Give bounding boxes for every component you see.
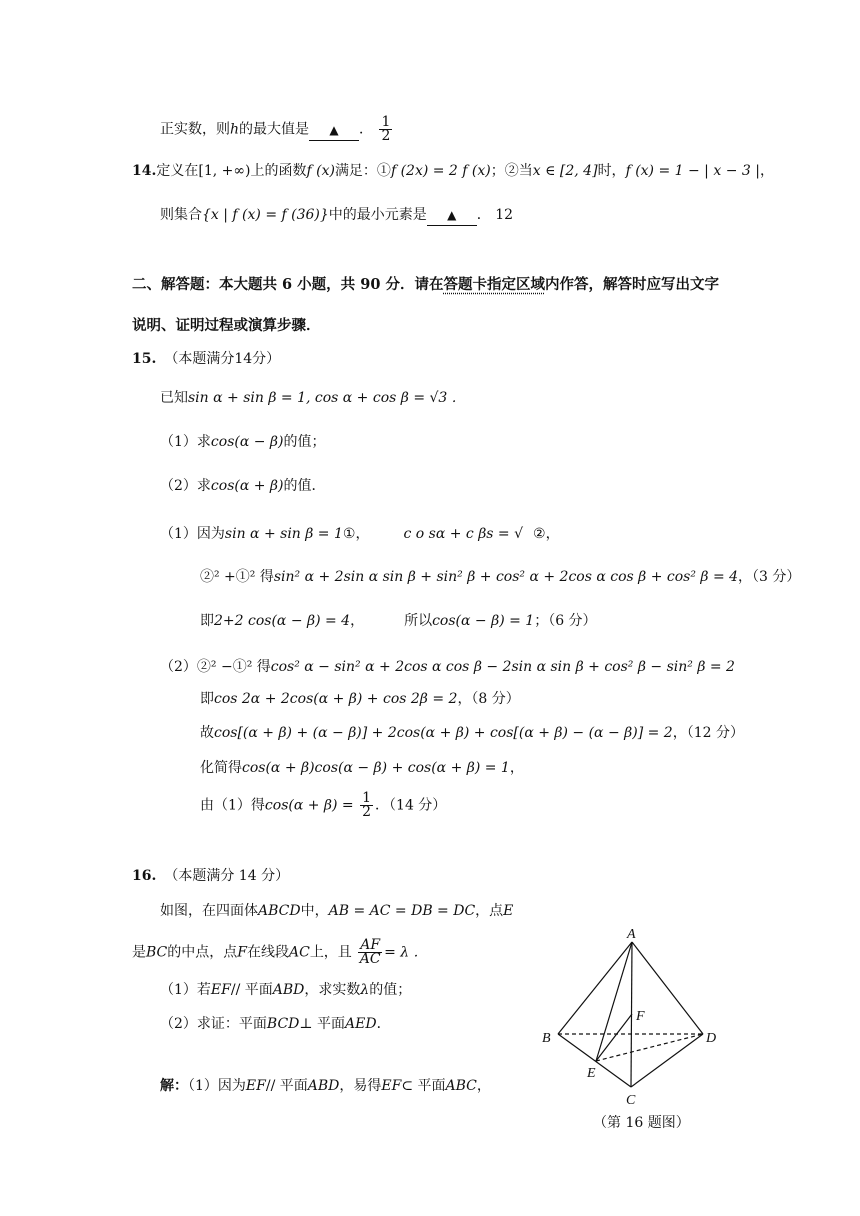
q16-l2-e: = λ ． (384, 944, 428, 961)
q16-p1-b: // 平面 (230, 982, 273, 998)
section2-line1 (132, 275, 719, 295)
q16-line1 (160, 901, 513, 921)
q15-sol-7 (200, 758, 524, 778)
q15-s2-a: ②² +①² 得 (200, 569, 274, 585)
q16-p1-c: ，求实数 (304, 982, 361, 998)
q13-answer-num: 1 (381, 114, 391, 130)
label-f: F (636, 1009, 645, 1024)
q14-interval: [1, +∞) (198, 163, 251, 179)
q14-text-e: 时， (597, 163, 626, 179)
q16-sol-d: ⊂ 平面 (401, 1078, 446, 1094)
q15-s2-score: ，（3 分） (738, 569, 801, 585)
q13-answer-den: 2 (381, 128, 391, 144)
q15-sol-2 (200, 567, 800, 587)
q15-s4-a: （2）②² −①² 得 (160, 659, 271, 675)
q16-p2-c: ． (376, 1016, 391, 1032)
q15-p1-expr: cos(α − β) (210, 434, 284, 450)
q13-var: h (230, 121, 240, 138)
q16-l2-d: 上，且 (309, 944, 352, 961)
q16-score: （本题满分 14 分） (164, 868, 290, 884)
q16-l1-a: 如图，在四面体 (160, 903, 258, 919)
q15-score: （本题满分14分） (164, 351, 281, 367)
q16-p2-a: （2）求证：平面 (160, 1016, 267, 1032)
q14-cond1: f (2x) = 2 f (x) (390, 163, 491, 179)
q14-cond2: x ∈ [2, 4] (532, 163, 598, 179)
q15-s6-a: 故 (200, 725, 214, 741)
q15-part1 (160, 432, 325, 452)
q13-blank: ▲ (309, 120, 359, 141)
q16-p2-aed: AED (345, 1016, 377, 1032)
q14-text-b: 上的函数 (250, 163, 307, 179)
segment-ae (596, 942, 632, 1061)
q16-l1-e: E (503, 903, 514, 919)
q15-s8-score: ．（14 分） (375, 797, 447, 814)
label-c: C (626, 1093, 636, 1108)
q16-l2-c: 在线段 (246, 944, 289, 961)
q16-part1 (160, 980, 411, 1000)
q14-line2 (160, 205, 513, 226)
q16-sol-ef: EF (245, 1078, 266, 1094)
q16-number: 16. (132, 868, 157, 884)
q15-p2-end: 的值． (283, 478, 326, 494)
q16-p1-lambda: λ (360, 982, 370, 998)
q15-sol-6 (200, 723, 744, 743)
section2-dotted: 答题卡指定区域 (443, 276, 545, 293)
q16-sol-label: 解： (160, 1078, 188, 1094)
q16-l2-f: F (237, 944, 247, 961)
q15-part2 (160, 476, 325, 496)
q15-p1: （1）求 (160, 434, 211, 450)
q15-number: 15. (132, 351, 157, 367)
q16-sol-abc: ABC (445, 1078, 477, 1094)
label-a: A (627, 927, 636, 942)
q15-sol-8 (200, 792, 446, 819)
q15-s8-frac (360, 792, 373, 819)
q15-sol-1 (160, 524, 560, 544)
q16-sol-e: ， (476, 1078, 491, 1094)
q16-p1-a: （1）若 (160, 982, 211, 998)
q15-s3-b: ， (350, 613, 365, 629)
q14-set: {x | f (x) = f (36)} (202, 207, 329, 223)
q14-number: 14. (132, 163, 157, 179)
q13-dot: ． (359, 121, 374, 138)
q15-given-eq: sin α + sin β = 1, cos α + cos β = √3 ． (188, 390, 466, 406)
segment-ed-hidden (596, 1034, 703, 1061)
q16-sol-abd: ABD (307, 1078, 340, 1094)
q15-s5-score: ，（8 分） (457, 691, 520, 707)
q16-p1-d: 的值； (369, 982, 412, 998)
q15-s3-eq2: cos(α − β) = 1 (432, 613, 535, 629)
q15-p1-end: 的值； (283, 434, 326, 450)
q15-s3-a: 即 (200, 613, 214, 629)
q15-s7-a: 化简得 (200, 760, 242, 776)
q16-l1-b: 中， (300, 903, 329, 919)
label-e: E (587, 1066, 596, 1081)
q15-s1-eq1: sin α + sin β = 1 (224, 526, 343, 542)
q13-tail (160, 116, 394, 143)
q16-l2-ac: AC (288, 944, 310, 961)
q16-part2 (160, 1014, 391, 1034)
edge-cd (631, 1034, 703, 1087)
q15-s8-den: 2 (362, 804, 372, 820)
q15-s7-end: ， (509, 760, 524, 776)
q16-frac-num: AF (360, 937, 381, 953)
label-d: D (706, 1031, 717, 1046)
section2-text-a: 二、解答题：本大题共 6 小题，共 90 分．请在 (132, 276, 444, 293)
q15-p2: （2）求 (160, 478, 211, 494)
section2-line2: 说明、证明过程或演算步骤． (132, 317, 321, 334)
q15-s8-a: 由（1）得 (200, 797, 265, 814)
q15-s3-eq: 2+2 cos(α − β) = 4 (214, 613, 351, 629)
q16-p1-ef: EF (210, 982, 231, 998)
q16-line2 (132, 939, 428, 966)
q15-given-label: 已知 (160, 390, 188, 406)
q15-p2-expr: cos(α + β) (210, 478, 284, 494)
q14-text-f: ， (759, 163, 774, 179)
q14-f: f (x) (306, 163, 335, 179)
q14-answer: 12 (495, 207, 514, 223)
edge-ab (558, 942, 632, 1034)
q16-sol-c: ，易得 (339, 1078, 382, 1094)
q15-s2-eq: sin² α + 2sin α sin β + sin² β + cos² α + 2cos α cos β + cos² β = 4 (273, 569, 739, 585)
q14-line1 (132, 161, 774, 181)
q16-l2-b: 的中点，点 (167, 944, 238, 961)
q15-s5-a: 即 (200, 691, 214, 707)
q15-s3-score: ；（6 分） (534, 613, 597, 629)
tetrahedron-figure (530, 920, 740, 1110)
q15-s8-eq: cos(α + β) = (264, 797, 354, 814)
q16-sol-b: // 平面 (265, 1078, 308, 1094)
q15-s1-a: （1）因为 (160, 526, 225, 542)
q14-text-a: 定义在 (156, 163, 199, 179)
q16-frac-den: AC (359, 951, 381, 967)
q14-l2-a: 则集合 (160, 207, 202, 223)
q16-p2-b: ⊥ 平面 (299, 1016, 346, 1032)
q15-s5-eq: cos 2α + 2cos(α + β) + cos 2β = 2 (214, 691, 458, 707)
q14-text-c: 满足：① (334, 163, 391, 179)
segment-ef (596, 1014, 632, 1061)
q15-s8-num: 1 (362, 790, 372, 806)
q15-given (160, 388, 466, 408)
q15-s4-eq: cos² α − sin² α + 2cos α cos β − 2sin α sin β + cos² β − sin² β = 2 (270, 659, 735, 675)
q16-l1-eq: AB = AC = DB = DC (328, 903, 476, 919)
q15-s6-score: ，（12 分） (672, 725, 744, 741)
q15-s6-eq: cos[(α + β) + (α − β)] + 2cos(α + β) + cos[(α + β) − (α − β)] = 2 (214, 725, 673, 741)
q15-header (132, 349, 280, 369)
q15-s1-m2: ②， (533, 526, 560, 542)
q15-s1-eq2: c o sα + c βs = √ (403, 526, 524, 542)
figure-caption: （第 16 题图） (593, 1115, 690, 1131)
q16-l1-abcd: ABCD (258, 903, 301, 919)
q16-l1-c: ，点 (475, 903, 504, 919)
q15-sol-4 (160, 657, 735, 677)
q15-s1-m1: ①， (342, 526, 370, 542)
q13-answer (379, 116, 392, 143)
q16-sol-a: （1）因为 (188, 1078, 246, 1094)
q16-p1-abd: ABD (272, 982, 305, 998)
q16-solution (160, 1076, 491, 1096)
q16-sol-ef2: EF (381, 1078, 402, 1094)
q13-text2: 的最大值是 (239, 121, 310, 138)
q15-sol-3 (200, 611, 597, 631)
q14-dot: ． (476, 207, 491, 223)
section2-text-b: 内作答，解答时应写出文字 (544, 276, 719, 293)
q16-frac (358, 939, 382, 966)
q14-text-d: ；②当 (490, 163, 533, 179)
q14-blank: ▲ (427, 205, 477, 226)
label-b: B (542, 1031, 551, 1046)
q16-l2-bc: BC (146, 944, 168, 961)
q15-s3-c: 所以 (404, 613, 433, 629)
q14-l2-b: 中的最小元素是 (328, 207, 427, 223)
q15-sol-5 (200, 689, 520, 709)
q16-l2-a: 是 (132, 944, 146, 961)
q16-header (132, 866, 289, 886)
q13-text: 正实数，则 (160, 121, 230, 138)
q16-p2-bcd: BCD (266, 1016, 300, 1032)
q14-cond3: f (x) = 1 − | x − 3 | (625, 163, 760, 179)
q15-s7-eq: cos(α + β)cos(α − β) + cos(α + β) = 1 (242, 760, 510, 776)
